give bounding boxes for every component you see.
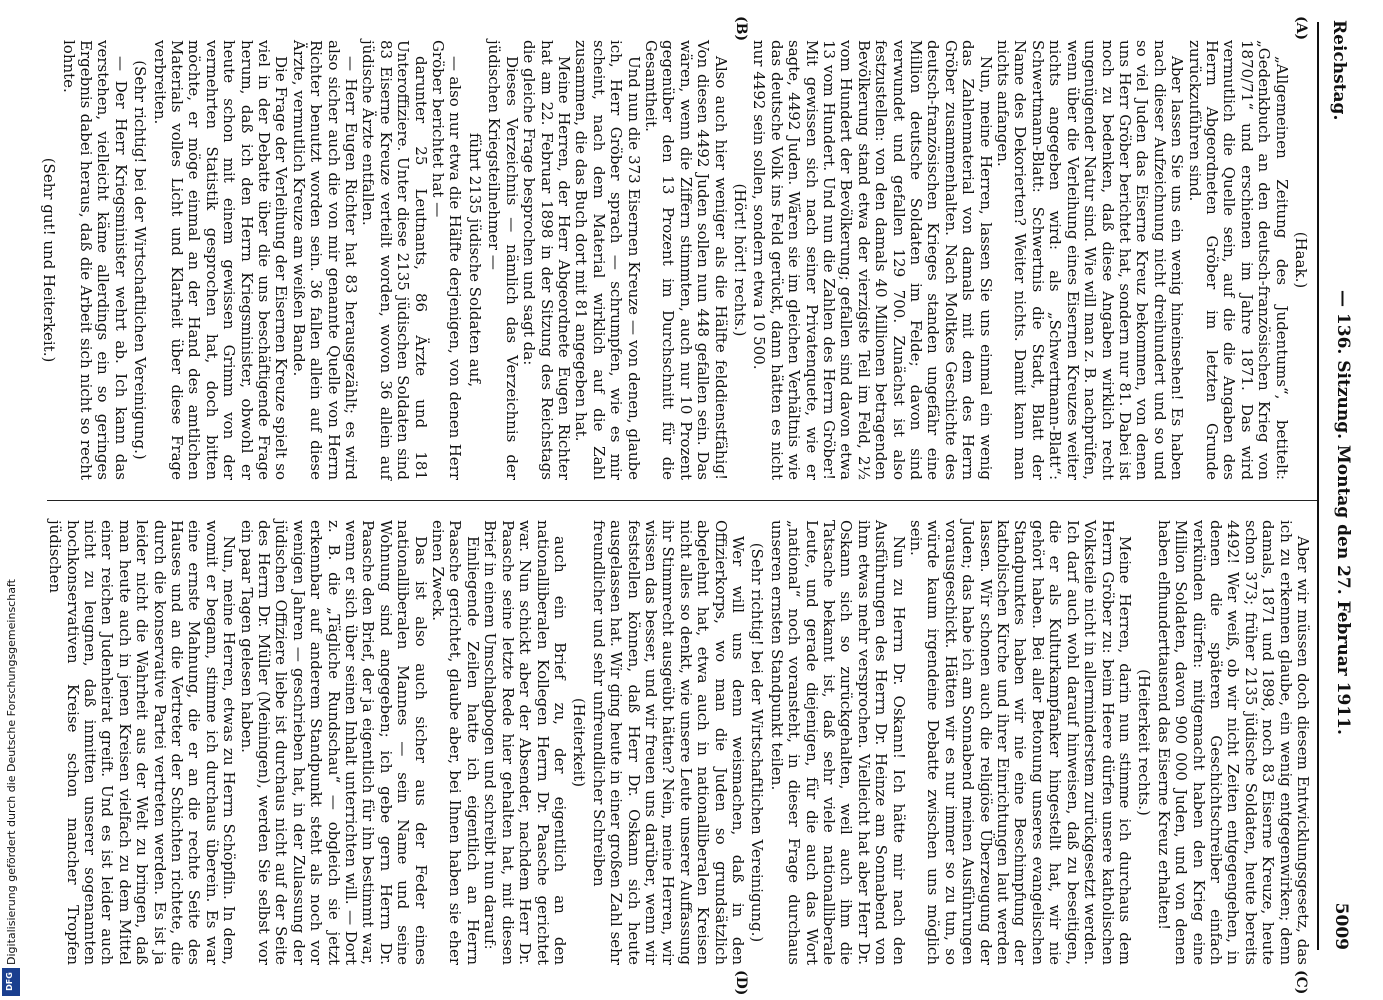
right-column <box>46 520 1311 965</box>
left-column <box>38 40 1311 480</box>
interjection: (Sehr gut! und Heiterkeit.) <box>40 157 59 363</box>
paragraph: — Der Herr Kriegsminister wehrt ab. Ich kann das verstehen, vielleicht käme allerdings ein so geringes Ergebnis dabei heraus, daß die Arbeit sich nicht so recht lohnte. <box>59 40 130 480</box>
paragraph: darunter 25 Leutnants, 86 Ärzte und 181 Unteroffiziere. Unter diese 2135 jüdischen Soldaten sind 83 Eiserne Kreuze verteilt worden, wovon 36 allein auf jüdische Ärzte entfallen. <box>359 40 430 480</box>
header-session: — 136. Sitzung. Montag den 27. Februar 1911. <box>1333 290 1353 735</box>
paragraph: Meine Herren, darin nun stimme ich durchaus dem Herrn Gröber zu: beim Heere dürfen unsere katholischen Volksteile nicht in allerminderstem zurückgesetzt werden. Ich darf auch wohl darauf hinweisen, daß zu beseitigen, die er als Kulturkampfanker hingestellt hat, wir nie gehört haben. Bei aller Betonung unseres evangelischen Standpunktes haben wir nie eine Beschimpfung der katholischen Kirche und ihrer Einrichtungen laut werden lassen. Wir schonen auch die religiöse Überzeugung der Juden; das habe ich am Sonnabend meinen Ausführungen vorausgeschickt. Hätten wir es nur immer so zu tun, so würde kaum irgendeine Debatte zwischen uns möglich sein. <box>907 520 1134 965</box>
interjection: (Sehr richtig! bei der Wirtschaftlichen Vereinigung.) <box>748 542 767 943</box>
paragraph: auch ein Brief zu, der eigentlich an den nationalliberalen Kollegen Herrn Dr. Paasche gerichtet war. Nun schickt aber der Absender, nachdem Herr Dr. Paasche seine letzte Rede hier gehalten hat, mit diesen Brief in einem Umschlagbogen und schreibt nun darauf: <box>481 520 569 965</box>
interjection: (Heiterkeit rechts.) <box>1135 669 1154 816</box>
paragraph: Dieses Verzeichnis — nämlich das Verzeichnis der jüdischen Kriegsteilnehmer — <box>485 40 521 480</box>
margin-marker-d: (D) <box>733 970 749 996</box>
paragraph: — also nur etwa die Hälfte derjenigen, von denen Herr Gröber berichtet hat — <box>429 40 465 480</box>
dfg-logo-icon <box>2 968 20 996</box>
margin-marker-a: (A) <box>1293 16 1309 41</box>
paragraph: Nun, meine Herren, etwas zu Herrn Schöpflin. In dem, womit er begann, stimme ich durchaus überein. Es war eine ernste Mahnung, die er an die rechte Seite des Hauses und an die Vertreter der Schichten richtete, die durch die konservative Partei vertreten werden. Es ist ja leider nicht die Wahrheit aus der Welt zu bringen, daß man heute auch in jenen Kreisen vielfach zu dem Mittel einer reichen Judenheirat greift. Und es ist leider auch nicht zu leugnen, daß inmitten unserer sogenannten hochkonservativen Kreise schon mancher Tropfen jüdischen <box>46 520 239 965</box>
paragraph: Nun zu Herrn Dr. Oskann! Ich hätte mir nach den Ausführungen des Herrn Dr. Heinze am Sonnabend von ihm etwas mehr versprochen. Vielleicht hat aber Herr Dr. Oskann sich so zurückgehalten, weil auch ihm die Tatsache bekannt ist, daß sehr viele nationalliberale Leute, und gerade diejenigen, für die auch das Wort „national“ noch voransteht, in dieser Frage durchaus unseren ernsten Standpunkt teilen. <box>767 520 908 965</box>
page-header <box>1323 20 1353 950</box>
speaker-label: (Haak.) <box>1292 231 1310 289</box>
paragraph: Und nun die 373 Eisernen Kreuze — von denen, glaube ich, Herr Gröber sprach — schrumpfen, wie es mir scheint, nach dem Material wirklich auf die Zahl zusammen, die das Buch dort mit 81 angegeben hat. <box>572 40 643 480</box>
margin-marker-b: (B) <box>733 16 749 42</box>
paragraph: Einliegende Zeilen hatte ich eigentlich an Herrn Paasche gerichtet, glaube aber, bei Ihnen haben sie eher einen Zweck. <box>429 520 482 965</box>
interjection: (Heiterkeit) <box>570 697 589 788</box>
margin-marker-c: (C) <box>1293 970 1309 995</box>
paragraph: Das ist also auch sicher aus der Feder eines nationalliberalen Mannes — sein Name und seine Wohnung sind angegeben; ich gebe gern Herrn Dr. Paasche den Brief, der ja eigentlich für ihn bestimmt war, wenn er sich über seinen Inhalt unterrichten will. — Dort z. B. die „Tägliche Rundschau“ — obgleich sie jetzt erkennbar auf anderem Standpunkt steht als noch vor wenigen Jahren — geschrieben hat, in der Zulassung der jüdischen Offiziere liebe ist durchaus nicht auf der Seite des Herrn Dr. Müller (Meiningen), werden Sie selbst vor ein paar Tagen gelesen haben. <box>237 520 430 965</box>
header-rule <box>1317 22 1319 950</box>
paragraph: Also auch hier weniger als die Hälfte felddienstfähig! Von diesen 4492 Juden sollen nun 448 gefallen sein. Das wären, wenn die Ziffern stimmten, auch nur 10 Prozent gegenüber den 13 Prozent im Durchschnitt für die Gesamtheit. <box>641 40 730 480</box>
funding-note: Digitalisierung gefördert durch die Deutsche Forschungsgemeinschaft <box>5 579 18 965</box>
interjection: (Sehr richtig! bei der Wirtschaftlichen Vereinigung.) <box>131 60 150 460</box>
paragraph: Meine Herren, der Herr Abgeordnete Eugen Richter hat am 22. Februar 1898 in der Sitzung des Reichstags die gleiche Frage besprochen und sagt da: <box>520 40 573 480</box>
page-number: 5009 <box>1331 902 1351 950</box>
dfg-logo-text: DFG <box>4 972 14 991</box>
paragraph: Die Frage der Verleihung der Eisernen Kreuze spielt so viel in der Debatte über die uns beschäftigende Frage herum, daß ich den Herrn Kriegsminister, obwohl er heute schon mit einem gewissen Grimm von der vermehrten Statistik gesprochen hat, doch bitten möchte, er möge einmal an der Hand des amtlichen Materials volles Licht und Klarheit über diese Frage verbreiten. <box>150 40 291 480</box>
quote-line: führt 2135 jüdische Soldaten auf, <box>465 132 484 388</box>
header-reichstag: Reichstag. <box>1329 20 1349 121</box>
paragraph: Aber wir müssen doch diesem Entwicklungsgesetz, das ich zu erkennen glaube, ein wenig entgegenwirken; denn damals, 1871 und 1898, noch 83 Eiserne Kreuze, heute schon 373; früher 2135 jüdische Soldaten, heute bereits 4492! Wer weiß, ob wir nicht Zeiten entgegengehen, in denen die späteren Geschichtschreiber einfach verkünden dürfen: mitgemacht haben den Krieg eine Million Soldaten, davon 900 000 Juden, und von denen haben elfhunderttausend das Eiserne Kreuz erhalten! <box>1154 520 1312 965</box>
paragraph: Nun, meine Herren, lassen Sie uns einmal ein wenig das Zahlenmaterial von damals mit dem des Herrn Gröber zusammenhalten. Nach Moltkes Geschichte des deutsch-französischen Krieges standen ungefähr eine Million deutsche Soldaten im Felde; davon sind verwundet und gefallen 129 700. Zunächst ist also festzustellen: von den damals 40 Millionen betragenden Bevölkerung stand etwa der vierzigste Teil im Feld, 2½ vom Hundert der Bevölkerung; gefallen sind davon etwa 13 vom Hundert. Und nun die Zahlen des Herrn Gröber! Mit gewissen sich nach seiner Privatenquete, wie er sagte, 4492 Juden. Wären sie im gleichen Verhältnis wie das deutsche Volk ins Feld gerückt, dann hätten es nicht nur 4492 sein sollen, sondern etwa 10 500. <box>750 40 995 480</box>
paragraph: „Allgemeinen Zeitung des Judentums“, betitelt: „Gedenkbuch an den deutsch-französischen Krieg von 1870/71“ und erschienen im Jahre 1871. Das wird vermutlich die Quelle sein, auf die die Angaben des Herrn Abgeordneten Gröber im letzten Grunde zurückzuführen sind. <box>1185 40 1291 480</box>
column-divider <box>47 500 1317 501</box>
paragraph: — Herr Eugen Richter hat 83 herausgezählt; es wird also sicher auch die von mir genannte Quelle von Herrn Richter benutzt worden sein. 36 fallen allein auf diese Ärzte, vermutlich Kreuze am weißen Bande. <box>289 40 361 480</box>
paragraph: Wer will uns denn weismachen, daß in den Offizierkorps, wo man die Juden so grundsätzlich abgelehnt hat, etwa auch in nationalliberalen Kreisen nicht alles so denkt, wie unsere Leute unserer Auffassung ihr Stimmrecht ausgeübt hätten? Nein, meine Herren, wir wissen das besser, und wir freuen uns darüber, wenn wir feststellen können, daß Herr Dr. Oskann sich heute ausgelassen hat. Wir ging heute in einer großen Zahl sehr freundlicher und sehr unfreundlicher Schreiben <box>589 520 747 965</box>
interjection: (Hört! hört! rechts.) <box>731 183 749 337</box>
footer-strip <box>0 0 22 1000</box>
paragraph: Aber lassen Sie uns ein wenig hineinsehen! Es haben nach dieser Aufzeichnung nicht dreihundert und so und so viel Juden das Eiserne Kreuz bekommen, von denen uns Herr Gröber berichtet hat, sondern nur 81. Dabei ist noch zu bedenken, daß diese Angaben wirklich recht ungenügender Natur sind. Wie will man z. B. nachprüfen, wenn über die Verleihung eines Eisernen Kreuzes weiter nichts angegeben wird: als „Schwertmann-Blatt“: Schwertmann-Blatt: Schwertnis die Stadt, Blatt der Name des Dekorierten? Weiter nichts. Damit kann man nichts anfangen. <box>994 40 1187 480</box>
